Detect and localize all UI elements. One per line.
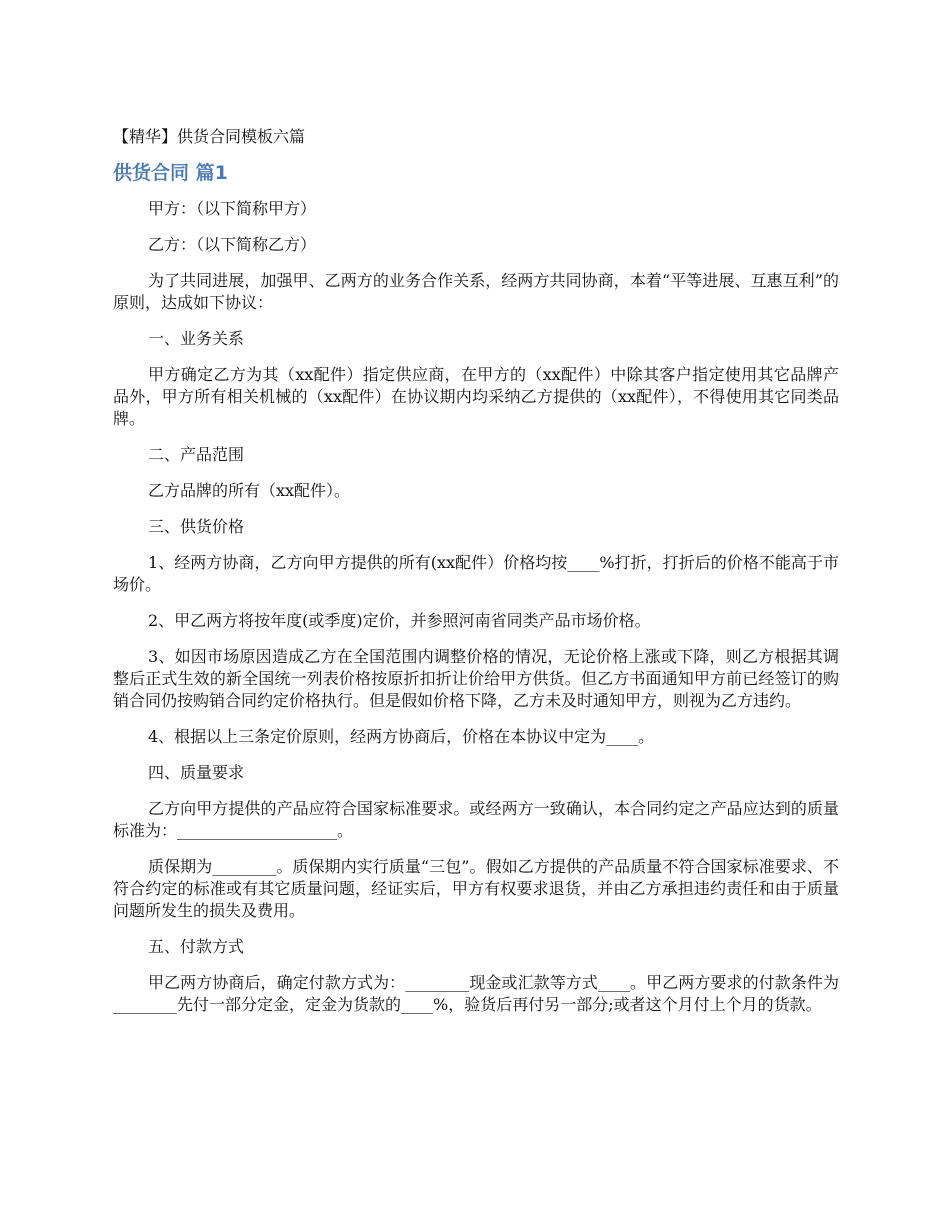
paragraph: 3、如因市场原因造成乙方在全国范围内调整价格的情况，无论价格上涨或下降，则乙方根据其调整后正式生效的新全国统一列表价格按原折扣折让价给甲方供货。但乙方书面通知甲方前已经签订的购销合同仍按购销合同约定价格执行。但是假如价格下降，乙方未及时通知甲方，则视为乙方违约。 — [113, 647, 839, 710]
paragraph: 4、根据以上三条定价原则，经两方协商后，价格在本协议中定为____。 — [148, 727, 655, 746]
paragraph: 质保期为________。质保期内实行质量“三包”。假如乙方提供的产品质量不符合国家标准要求、不符合约定的标准或有其它质量问题，经证实后，甲方有权要求退货，并由乙方承担违约责任和由于质量问题所发生的损失及费用。 — [113, 857, 839, 920]
section-heading: 供货合同 篇1 — [113, 162, 228, 184]
paragraph: 2、甲乙两方将按年度(或季度)定价，并参照河南省同类产品市场价格。 — [148, 611, 651, 630]
paragraph: 四、质量要求 — [148, 763, 245, 782]
document-title: 【精华】供货合同模板六篇 — [113, 127, 306, 146]
paragraph: 三、供货价格 — [148, 517, 245, 536]
paragraph: 乙方品牌的所有（xx配件）。 — [148, 481, 351, 500]
paragraph: 二、产品范围 — [148, 445, 245, 464]
paragraph: 甲方：（以下简称甲方） — [148, 199, 317, 218]
paragraph: 五、付款方式 — [148, 937, 245, 956]
paragraph: 甲方确定乙方为其（xx配件）指定供应商，在甲方的（xx配件）中除其客户指定使用其它品牌产品外，甲方所有相关机械的（xx配件）在协议期内均采纳乙方提供的（xx配件），不得使用其它同类品牌。 — [113, 365, 839, 428]
document-body — [113, 198, 839, 1016]
paragraph: 乙方向甲方提供的产品应符合国家标准要求。或经两方一致确认，本合同约定之产品应达到的质量标准为：____________________。 — [113, 799, 839, 840]
paragraph: 乙方：（以下简称乙方） — [148, 235, 317, 254]
paragraph: 1、经两方协商，乙方向甲方提供的所有(xx配件）价格均按____%打折，打折后的价格不能高于市场价。 — [113, 553, 839, 594]
paragraph: 甲乙两方协商后，确定付款方式为：________现金或汇款等方式____。甲乙两方要求的付款条件为________先付一部分定金，定金为货款的____%，验货后再付另一部分;或者这个月付上个月的货款。 — [113, 973, 839, 1014]
document-page — [113, 126, 839, 1030]
paragraph: 一、业务关系 — [148, 329, 245, 348]
paragraph: 为了共同进展，加强甲、乙两方的业务合作关系，经两方共同协商，本着“平等进展、互惠互利”的原则，达成如下协议： — [113, 271, 839, 312]
